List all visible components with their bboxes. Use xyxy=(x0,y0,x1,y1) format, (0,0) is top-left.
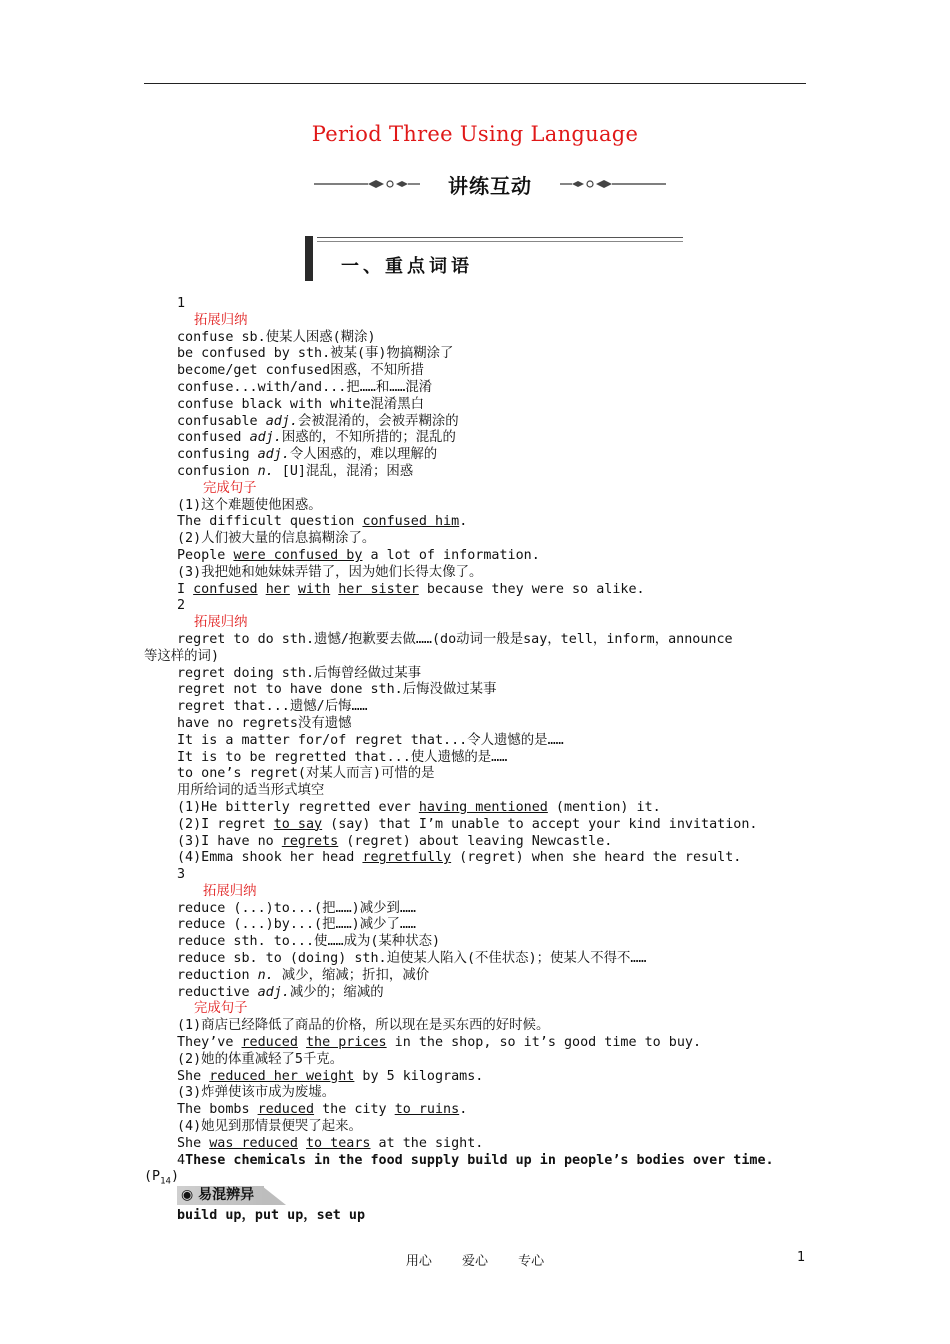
pos: adj. xyxy=(257,447,290,463)
page-ref: (P xyxy=(144,1169,161,1185)
pos: n. xyxy=(257,463,274,479)
pos: adj. xyxy=(257,984,290,1000)
word: reduction xyxy=(177,967,258,983)
gloss: 会被混淆的，会被弄糊涂的 xyxy=(297,413,459,429)
answer: regretfully xyxy=(362,850,452,866)
pos: adj. xyxy=(249,430,282,446)
text-line: reduce (...)to...(把……)减少到…… xyxy=(177,900,416,916)
subheading-expand: 拓展归纳 xyxy=(194,312,248,328)
answer: confused him xyxy=(362,514,460,530)
text-line: have no regrets没有遗憾 xyxy=(177,715,352,731)
text-line xyxy=(0,968,950,985)
text-line xyxy=(0,985,950,1002)
text-line xyxy=(0,430,950,447)
gloss: 减少，缩减；折扣，减价 xyxy=(273,967,430,983)
footer-text: 用心 爱心 专心 xyxy=(405,1254,545,1269)
text-line xyxy=(0,1153,950,1170)
sentence: (2)I regret xyxy=(177,816,274,832)
sentence: in the shop, so it’s good time to buy. xyxy=(386,1035,702,1051)
gloss: 减少的；缩减的 xyxy=(289,984,384,1000)
text-line xyxy=(0,447,950,464)
text-line xyxy=(0,834,950,851)
answer: regrets xyxy=(281,833,339,849)
subheading-expand: 拓展归纳 xyxy=(194,615,248,631)
text-line: 用所给词的适当形式填空 xyxy=(177,783,325,799)
item-number: 2 xyxy=(177,598,186,614)
text-line xyxy=(0,514,950,531)
section-rule-thin xyxy=(317,241,683,242)
text-line: regret to do sth.遗憾/抱歉要去做……(do动词一般是say，tell，inform，announce xyxy=(177,631,733,647)
key-sentence: These chemicals in the food supply build up in people’s bodies over time. xyxy=(185,1152,774,1168)
sentence: (mention) it. xyxy=(547,799,661,815)
text-line: to one’s regret(对某人而言)可惜的是 xyxy=(177,766,435,782)
pos: adj. xyxy=(265,413,298,429)
section-banner xyxy=(312,168,668,200)
sentence: (4)Emma shook her head xyxy=(177,850,363,866)
section-heading xyxy=(305,236,683,282)
sentence: . xyxy=(459,514,468,530)
text-line xyxy=(0,1102,950,1119)
text-line xyxy=(0,817,950,834)
answer: were confused by xyxy=(233,547,363,563)
text-line: confuse black with white混淆黑白 xyxy=(177,396,425,412)
section-rule xyxy=(317,237,683,238)
text-line xyxy=(0,800,950,817)
text-line: reduce (...)by...(把……)减少了…… xyxy=(177,917,416,933)
text-line: regret that...遗憾/后悔…… xyxy=(177,699,368,715)
word: reductive xyxy=(177,984,258,1000)
top-rule xyxy=(144,83,806,84)
text-line xyxy=(0,1169,950,1186)
text-line: become/get confused困惑，不知所措 xyxy=(177,363,424,379)
sentence: a lot of information. xyxy=(362,547,540,563)
answer: was reduced xyxy=(209,1135,298,1151)
sentence: . xyxy=(459,1102,468,1118)
text-line xyxy=(0,1136,950,1153)
answer: her xyxy=(265,581,290,597)
subheading-complete: 完成句子 xyxy=(194,1001,248,1017)
text-line xyxy=(0,1186,950,1206)
subheading-expand: 拓展归纳 xyxy=(203,883,257,899)
sentence: at the sight. xyxy=(370,1135,484,1151)
item-number: 4 xyxy=(177,1152,186,1168)
text-line: (3)我把她和她妹妹弄错了，因为她们长得太像了。 xyxy=(177,564,483,580)
text-line: It is a matter for/of regret that...令人遗憾的是…… xyxy=(177,732,564,748)
sentence: (say) that I’m unable to accept your kind invitation. xyxy=(322,816,758,832)
sentence: The difficult question xyxy=(177,514,363,530)
text-line xyxy=(0,414,950,431)
word: confusable xyxy=(177,413,266,429)
sentence: (regret) when she heard the result. xyxy=(451,850,742,866)
text-line xyxy=(0,1069,950,1086)
text-line xyxy=(0,1035,950,1052)
text-line: (2)她的体重减轻了5千克。 xyxy=(177,1051,344,1067)
text-line: reduce sth. to...使……成为(某种状态) xyxy=(177,934,441,950)
answer: to say xyxy=(273,816,323,832)
sentence: by 5 kilograms. xyxy=(354,1068,484,1084)
word: confusing xyxy=(177,447,258,463)
page-ref: ) xyxy=(170,1169,180,1185)
text-line: It is to be regretted that...使人遗憾的是…… xyxy=(177,749,508,765)
sentence: (3)I have no xyxy=(177,833,282,849)
answer: confused xyxy=(193,581,258,597)
sentence: People xyxy=(177,547,234,563)
item-number: 3 xyxy=(177,867,186,883)
pos: n. xyxy=(257,967,274,983)
sentence xyxy=(290,582,298,597)
answer: to tears xyxy=(306,1135,371,1151)
text-line xyxy=(0,464,950,481)
text-line: reduce sb. to (doing) sth.迫使某人陷入(不佳状态)；使某人不得不…… xyxy=(177,951,647,967)
text-line: confuse...with/and...把……和……混淆 xyxy=(177,379,433,395)
sentence: The bombs xyxy=(177,1102,258,1118)
document-body xyxy=(0,296,950,1225)
sentence: She xyxy=(177,1068,210,1084)
sentence xyxy=(298,1136,306,1151)
sentence xyxy=(298,1035,306,1050)
section-title: 一、重点词语 xyxy=(341,256,473,277)
text-line: (2)人们被大量的信息搞糊涂了。 xyxy=(177,531,376,547)
text-line: regret not to have done sth.后悔没做过某事 xyxy=(177,682,497,698)
sentence: She xyxy=(177,1135,210,1151)
section-bar xyxy=(305,236,313,281)
sentence: (regret) about leaving Newcastle. xyxy=(338,833,613,849)
gloss: [U]混乱，混淆；困惑 xyxy=(273,463,414,479)
item-number: 1 xyxy=(177,296,186,311)
banner-title: 讲练互动 xyxy=(448,174,532,198)
page-title: Period Three Using Language xyxy=(311,122,639,146)
sentence xyxy=(258,582,266,597)
answer: with xyxy=(297,581,331,597)
text-line: 等这样的词) xyxy=(144,648,220,664)
answer: having mentioned xyxy=(418,799,548,815)
answer: reduced xyxy=(241,1035,298,1051)
gloss: 困惑的，不知所措的；混乱的 xyxy=(281,430,456,446)
answer: the prices xyxy=(306,1035,387,1051)
word: confusion xyxy=(177,463,258,479)
answer: reduced her weight xyxy=(209,1068,355,1084)
subheading-complete: 完成句子 xyxy=(203,480,257,496)
text-line: (1)商店已经降低了商品的价格，所以现在是买东西的好时候。 xyxy=(177,1018,550,1034)
text-line: (3)炸弹使该市成为废墟。 xyxy=(177,1085,336,1101)
answer: reduced xyxy=(257,1102,315,1118)
text-line xyxy=(0,548,950,565)
sentence: the city xyxy=(314,1102,395,1118)
text-line: confuse sb.使某人困惑(糊涂) xyxy=(177,329,376,345)
sentence: because they were so alike. xyxy=(418,581,645,597)
confusable-tag: ◉ 易混辨异 xyxy=(177,1186,286,1205)
answer: her sister xyxy=(338,581,419,597)
word: confused xyxy=(177,430,250,446)
text-line: (4)她见到那情景便哭了起来。 xyxy=(177,1119,362,1135)
text-line: build up，put up，set up xyxy=(177,1208,366,1224)
text-line xyxy=(0,582,950,599)
text-line: be confused by sth.被某(事)物搞糊涂了 xyxy=(177,346,454,362)
sentence: I xyxy=(177,581,194,597)
sentence: (1)He bitterly regretted ever xyxy=(177,799,419,815)
text-line: (1)这个难题使他困惑。 xyxy=(177,497,322,513)
page-ref-num: 14 xyxy=(160,1177,171,1188)
gloss: 令人困惑的，难以理解的 xyxy=(289,447,438,463)
answer: to ruins xyxy=(394,1102,460,1118)
text-line xyxy=(0,850,950,867)
sentence: They’ve xyxy=(177,1035,242,1051)
text-line: regret doing sth.后悔曾经做过某事 xyxy=(177,665,422,681)
page-number: 1 xyxy=(797,1250,806,1265)
